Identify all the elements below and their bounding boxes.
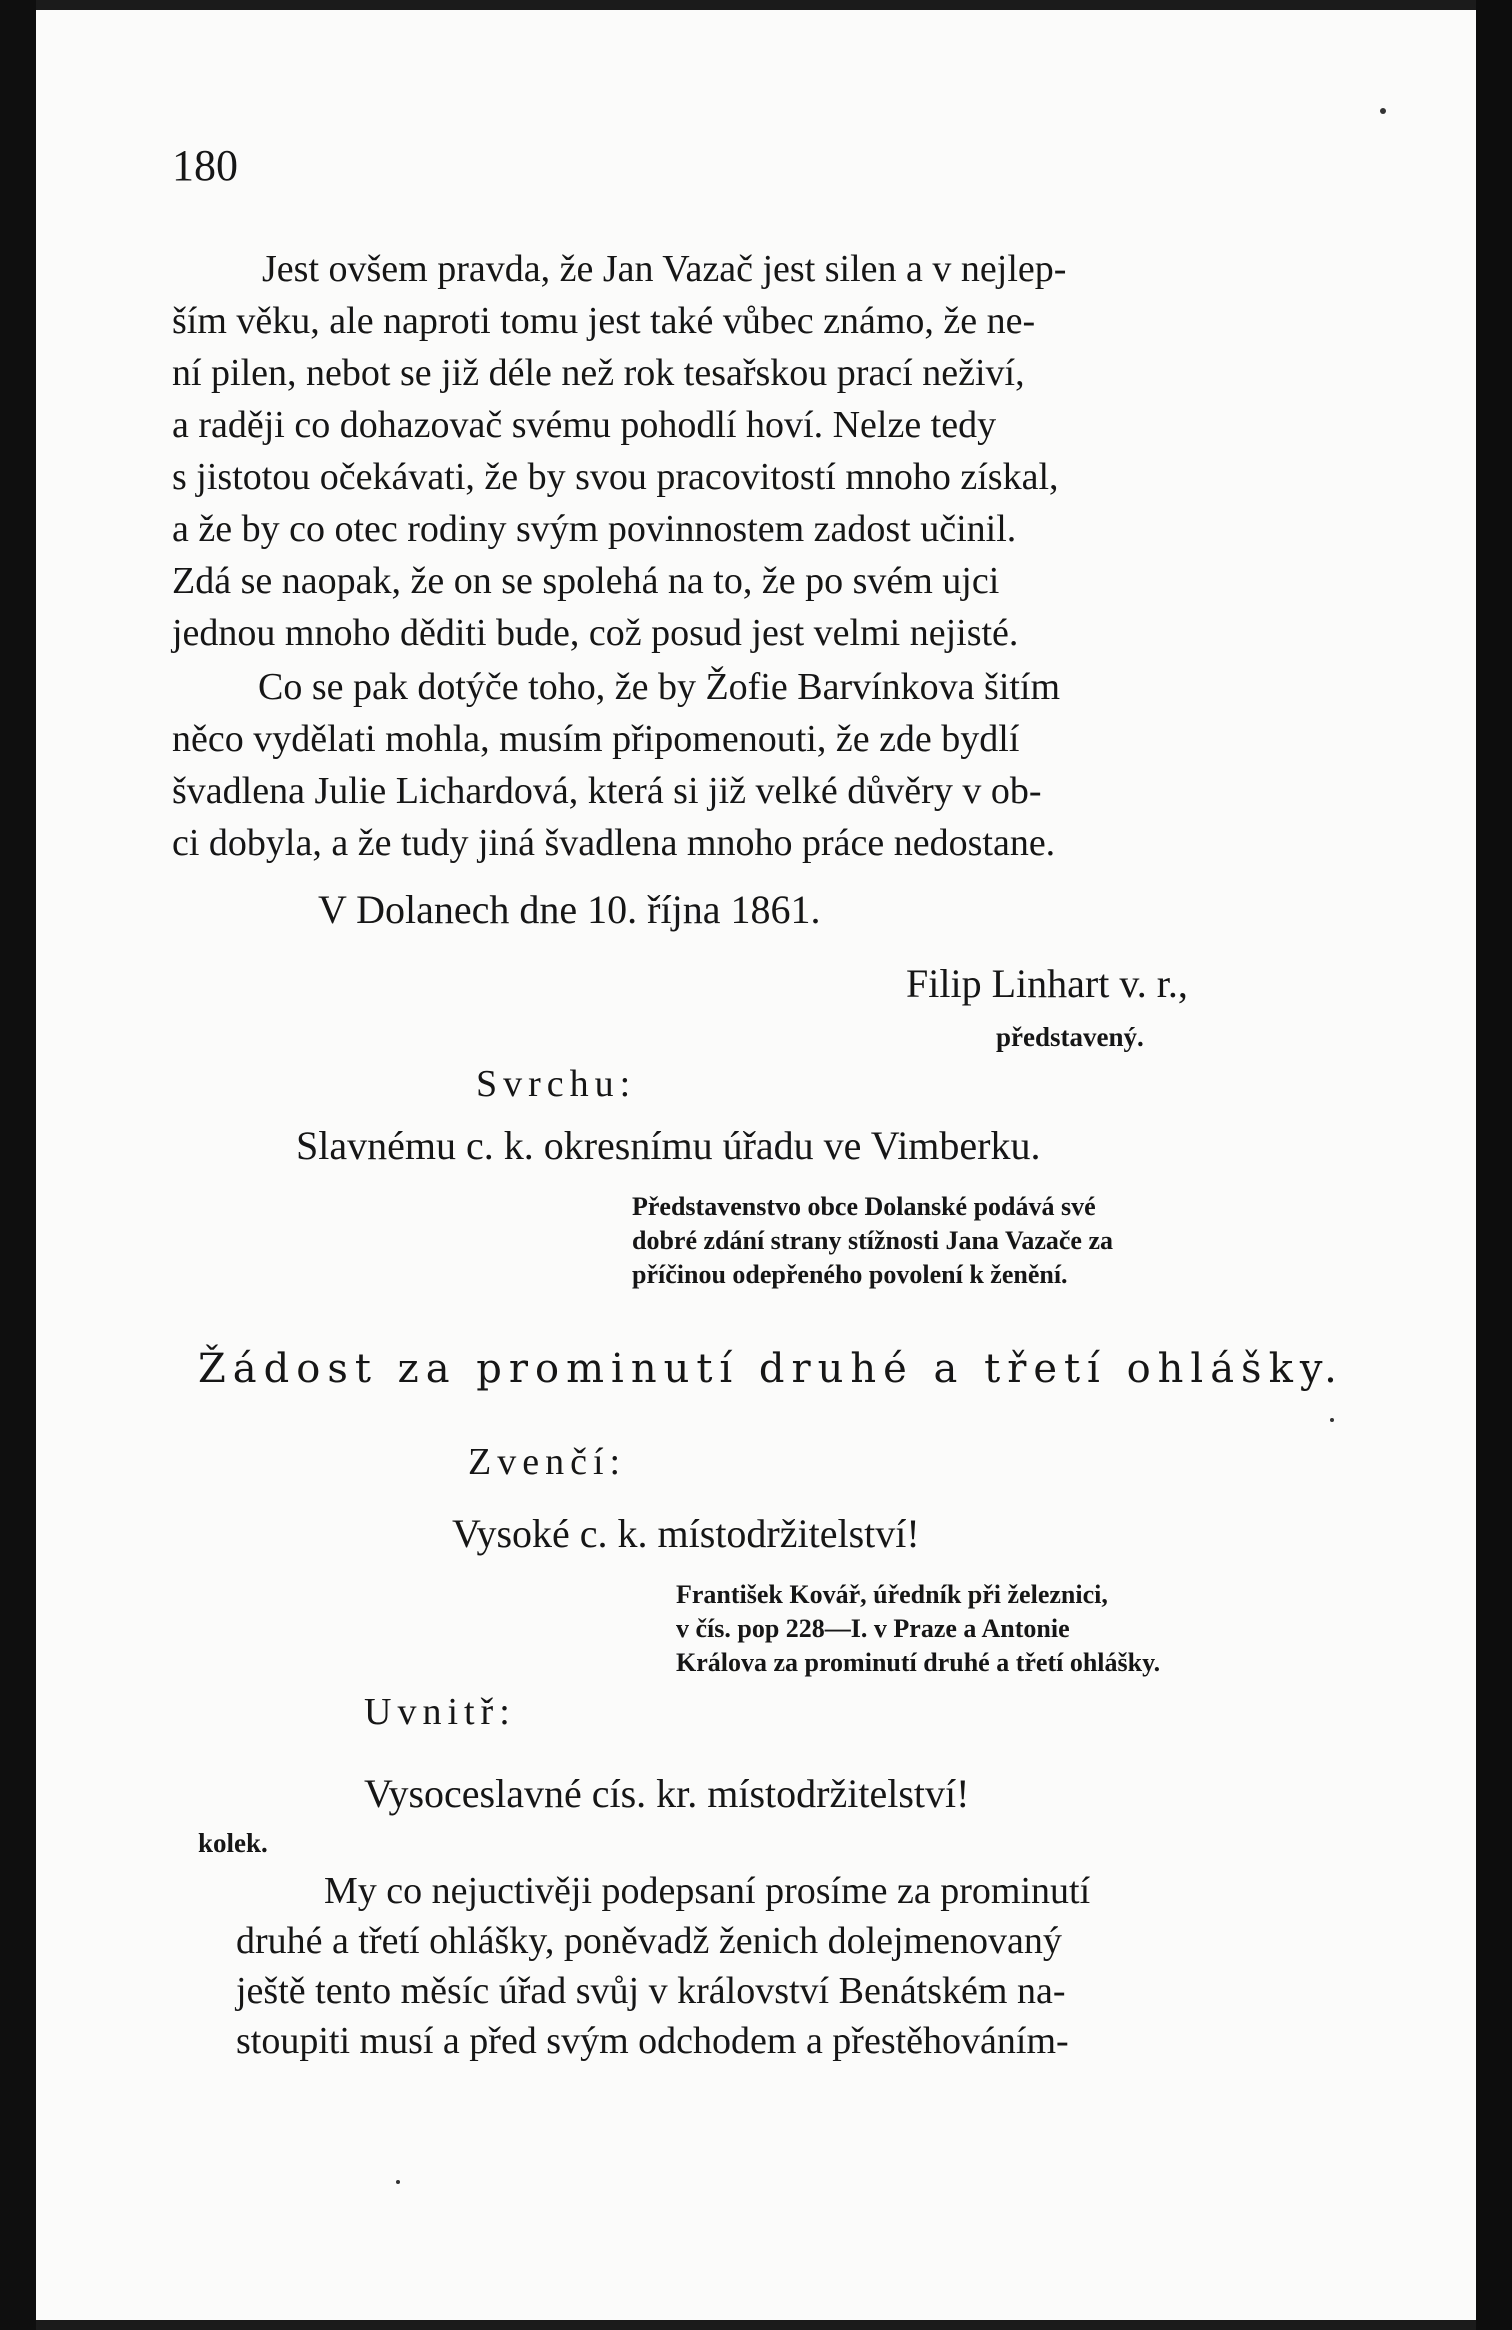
margin-note: kolek.	[198, 1828, 268, 1858]
text-line: ní pilen, nebot se již déle než rok tesařskou prací neživí,	[172, 352, 1025, 394]
text-line: druhé a třetí ohlášky, poněvadž ženich dolejmenovaný	[236, 1920, 1062, 1962]
scan-speck	[1330, 1418, 1334, 1422]
place-date: V Dolanech dne 10. října 1861.	[318, 887, 821, 932]
text-line: ještě tento měsíc úřad svůj v království Benátském na-	[236, 1970, 1066, 2012]
summary-line: v čís. pop 228—I. v Praze a Antonie	[676, 1614, 1070, 1643]
text-line: Co se pak dotýče toho, že by Žofie Barvínkova šitím	[258, 666, 1061, 708]
text-line: jednou mnoho děditi bude, což posud jest velmi nejisté.	[172, 612, 1019, 654]
section-heading: Žádost za prominutí druhé a třetí ohlášky.	[198, 1346, 1344, 1392]
text-line: švadlena Julie Lichardová, která si již velké důvěry v ob-	[172, 770, 1042, 812]
text-line: Jest ovšem pravda, že Jan Vazač jest silen a v nejlep-	[262, 248, 1067, 290]
summary-line: František Kovář, úředník při železnici,	[676, 1580, 1108, 1609]
scan-speck	[396, 2180, 400, 2184]
uvnitr-label: Uvnitř:	[364, 1691, 516, 1733]
scan-right-edge	[1476, 0, 1512, 2330]
text-line: ším věku, ale naproti tomu jest také vůbec známo, že ne-	[172, 300, 1036, 342]
text-line: a raději co dohazovač svému pohodlí hoví. Nelze tedy	[172, 404, 997, 446]
text-line: Zdá se naopak, že on se spolehá na to, že po svém ujci	[172, 560, 1000, 602]
signature-title: představený.	[996, 1022, 1144, 1052]
text-line: a že by co otec rodiny svým povinnostem zadost učinil.	[172, 508, 1017, 550]
zvenci-label: Zvenčí:	[468, 1441, 627, 1483]
svrchu-label: Svrchu:	[476, 1063, 637, 1105]
scan-left-edge	[0, 0, 36, 2330]
summary-line: Představenstvo obce Dolanské podává své	[632, 1192, 1096, 1221]
page-number: 180	[172, 141, 238, 190]
text-line: stoupiti musí a před svým odchodem a přestěhováním-	[236, 2020, 1069, 2062]
text-line: My co nejuctivěji podepsaní prosíme za prominutí	[324, 1870, 1091, 1912]
text-line: ci dobyla, a že tudy jiná švadlena mnoho práce nedostane.	[172, 822, 1056, 864]
summary-line: příčinou odepřeného povolení k ženění.	[632, 1260, 1068, 1289]
text-line: něco vydělati mohla, musím připomenouti, že zde bydlí	[172, 718, 1020, 760]
summary-line: Králova za prominutí druhé a třetí ohlášky.	[676, 1648, 1161, 1677]
svrchu-addressee: Slavnému c. k. okresnímu úřadu ve Vimberku.	[296, 1123, 1041, 1168]
scan-speck	[1380, 108, 1386, 114]
zvenci-addressee: Vysoké c. k. místodržitelství!	[452, 1511, 920, 1556]
signature-name: Filip Linhart v. r.,	[906, 961, 1188, 1006]
uvnitr-addressee: Vysoceslavné cís. kr. místodržitelství!	[364, 1771, 970, 1816]
text-line: s jistotou očekávati, že by svou pracovitostí mnoho získal,	[172, 456, 1059, 498]
summary-line: dobré zdání strany stížnosti Jana Vazače za	[632, 1226, 1113, 1255]
